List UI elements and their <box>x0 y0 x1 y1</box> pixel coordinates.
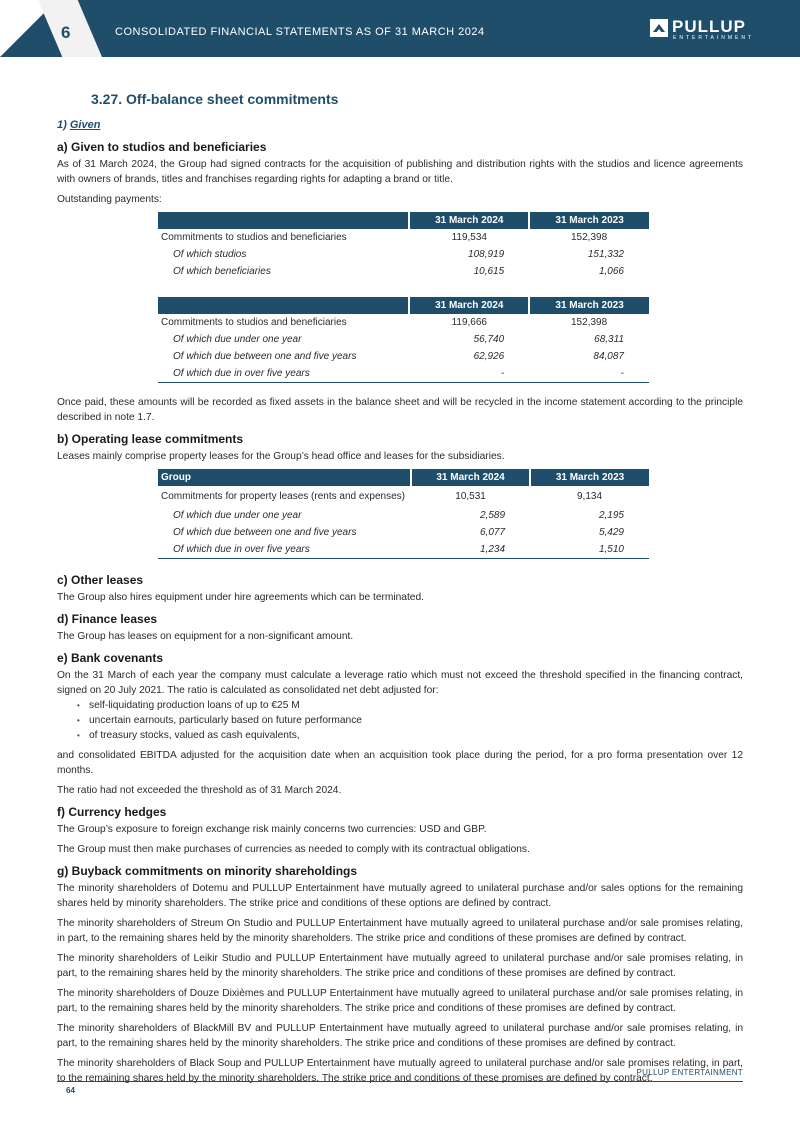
row-label: Commitments for property leases (rents and expenses) <box>161 491 405 502</box>
heading-a: a) Given to studios and beneficiaries <box>57 140 267 154</box>
row-value-2024: 108,919 <box>468 249 505 260</box>
row-label: Of which due between one and five years <box>173 351 357 362</box>
paragraph-e3: The ratio had not exceeded the threshold as of 31 March 2024. <box>57 785 342 796</box>
given-prefix: 1) <box>57 119 70 131</box>
heading-f: f) Currency hedges <box>57 805 167 819</box>
heading-b: b) Operating lease commitments <box>57 432 244 446</box>
logo-mark-icon <box>650 19 668 37</box>
table-header-group: Group <box>158 469 411 486</box>
table-row <box>158 246 649 263</box>
paragraph-a1: As of 31 March 2024, the Group had signed contracts for the acquisition of publishing and distribution rights with the studios and licence agreements with owners of brands, titles and franchises regarding rights for adapting a brand or title. <box>57 159 743 185</box>
row-value-2024: 62,926 <box>473 351 505 362</box>
row-value-2024: 1,234 <box>411 541 530 559</box>
page-header <box>0 0 800 57</box>
paragraph-f1: The Group’s exposure to foreign exchange risk mainly concerns two currencies: USD and GBP. <box>57 824 487 835</box>
pullup-logo <box>650 17 755 44</box>
paragraph-g5: The minority shareholders of BlackMill BV and PULLUP Entertainment have mutually agreed to unilateral purchase and/or sale promises relating, in part, to the remaining shares held by the minority shareholders. The strike price and conditions of these promises are defined by contract. <box>57 1023 743 1049</box>
table-row <box>158 263 649 280</box>
table-spacer <box>158 280 649 297</box>
row-value-2023: 1,066 <box>598 266 624 277</box>
table-row <box>158 541 649 559</box>
row-value-2023: 84,087 <box>593 351 624 362</box>
row-value-2023: 152,398 <box>571 232 608 243</box>
row-label: Commitments to studios and beneficiaries <box>161 232 347 243</box>
row-label: Of which due in over five years <box>158 541 411 559</box>
table-header-row <box>158 297 649 314</box>
row-value-2023: 152,398 <box>571 317 608 328</box>
row-value-2024: 119,666 <box>451 317 487 328</box>
paragraph-e2: and consolidated EBITDA adjusted for the acquisition date when an acquisition took place during the period, for a pro forma presentation over 12 months. <box>57 750 743 776</box>
paragraph-g4: The minority shareholders of Douze Dixièmes and PULLUP Entertainment have mutually agreed to unilateral purchase and/or sale promises relating, in part, to the remaining shares held by the minority shareholders. The strike price and conditions of these promises are defined by contract. <box>57 988 743 1014</box>
paragraph-g6: The minority shareholders of Black Soup and PULLUP Entertainment have mutually agreed to unilateral purchase and/or sale promises relating, in part, to the remaining shares held by the minority shareholders. The strike price and conditions of these promises are defined by contract. <box>57 1058 743 1084</box>
commitments-table-1 <box>158 212 649 383</box>
row-value-2023: 5,429 <box>598 527 624 538</box>
row-value-2023: 9,134 <box>577 491 603 502</box>
table-row <box>158 507 649 524</box>
row-value-2023: - <box>529 365 649 383</box>
lease-commitments-table <box>158 469 649 559</box>
table-header-col1: 31 March 2024 <box>409 297 529 314</box>
paragraph-b1: Leases mainly comprise property leases for the Group’s head office and leases for the subsidiaries. <box>57 451 505 462</box>
covenant-adjustments-list <box>57 698 743 743</box>
chapter-number: 6 <box>61 23 71 42</box>
given-label: Given <box>69 119 101 131</box>
heading-g: g) Buyback commitments on minority shareholdings <box>57 864 358 878</box>
paragraph-g3: The minority shareholders of Leikir Studio and PULLUP Entertainment have mutually agreed to unilateral purchase and/or sale promises relating, in part, to the remaining shares held by the minority shareholders. The strike price and conditions of these promises are defined by contract. <box>57 953 743 979</box>
footer-brand: PULLUP ENTERTAINMENT <box>636 1068 743 1077</box>
row-value-2023: 2,195 <box>598 510 624 521</box>
paragraph-g2: The minority shareholders of Streum On Studio and PULLUP Entertainment have mutually agreed to unilateral purchase and/or sale promises relating, in part, to the remaining shares held by the minority shareholders. The strike price and conditions of these promises are defined by contract. <box>57 918 743 944</box>
row-value-2024: 56,740 <box>473 334 505 345</box>
row-label: Of which due under one year <box>173 510 302 521</box>
paragraph-g1: The minority shareholders of Dotemu and PULLUP Entertainment have mutually agreed to unilateral purchase and/or sales options for the remaining shares held by minority shareholders. The strike price and conditions of these options are defined by contract. <box>57 883 743 909</box>
given-subheading <box>57 118 743 133</box>
logo-subtitle: ENTERTAINMENT <box>673 35 755 41</box>
page-number: 64 <box>66 1086 75 1095</box>
table-header-col2: 31 March 2023 <box>529 212 649 229</box>
table-row <box>158 486 649 507</box>
table-row <box>158 365 649 383</box>
row-value-2024: 10,531 <box>455 491 486 502</box>
row-value-2024: 10,615 <box>473 266 505 277</box>
heading-c: c) Other leases <box>57 573 144 587</box>
logo-name: PULLUP <box>672 17 746 36</box>
row-value-2024: 6,077 <box>480 527 506 538</box>
list-item: • self-liquidating production loans of up to €25 M <box>77 698 743 713</box>
paragraph-d1: The Group has leases on equipment for a non-significant amount. <box>57 631 354 642</box>
list-item: • uncertain earnouts, particularly based on future performance <box>77 713 743 728</box>
row-label: Of which due between one and five years <box>173 527 357 538</box>
table-header-col1: 31 March 2024 <box>411 469 530 486</box>
paragraph-a3: Once paid, these amounts will be recorded as fixed assets in the balance sheet and will be recycled in the income statement according to the principle described in note 1.7. <box>57 397 743 423</box>
row-value-2023: 151,332 <box>587 249 624 260</box>
table-row <box>158 331 649 348</box>
row-value-2023: 1,510 <box>530 541 649 559</box>
table-header-col2: 31 March 2023 <box>529 297 649 314</box>
list-item: • of treasury stocks, valued as cash equivalents, <box>77 728 743 743</box>
row-value-2024: 119,534 <box>451 232 487 243</box>
table-header-col2: 31 March 2023 <box>530 469 649 486</box>
table-row <box>158 314 649 331</box>
footer-divider <box>57 1081 743 1082</box>
table-row <box>158 348 649 365</box>
paragraph-c1: The Group also hires equipment under hire agreements which can be terminated. <box>57 592 424 603</box>
row-label: Of which due in over five years <box>158 365 409 383</box>
row-value-2023: 68,311 <box>594 334 624 345</box>
table-header-row <box>158 469 649 486</box>
row-label: Commitments to studios and beneficiaries <box>161 317 347 328</box>
table-row <box>158 524 649 541</box>
table-header-empty <box>158 212 409 229</box>
page-content <box>57 92 743 1091</box>
row-label: Of which studios <box>173 249 247 260</box>
row-label: Of which beneficiaries <box>173 266 271 277</box>
paragraph-a2: Outstanding payments: <box>57 194 162 205</box>
section-title: 3.27. Off-balance sheet commitments <box>91 91 339 107</box>
table-header-empty <box>158 297 409 314</box>
paragraph-e1: On the 31 March of each year the company must calculate a leverage ratio which must not exceed the threshold specified in the financing contract, signed on 20 July 2021. The ratio is calculated as consolidated net debt adjusted for: <box>57 670 743 696</box>
row-value-2024: - <box>409 365 529 383</box>
row-label: Of which due under one year <box>173 334 302 345</box>
heading-e: e) Bank covenants <box>57 651 164 665</box>
table-header-row <box>158 212 649 229</box>
row-value-2024: 2,589 <box>480 510 506 521</box>
paragraph-f2: The Group must then make purchases of currencies as needed to comply with its contractual obligations. <box>57 844 530 855</box>
table-header-col1: 31 March 2024 <box>409 212 529 229</box>
table-row <box>158 229 649 246</box>
header-title: CONSOLIDATED FINANCIAL STATEMENTS AS OF 31 MARCH 2024 <box>115 26 485 38</box>
heading-d: d) Finance leases <box>57 612 158 626</box>
